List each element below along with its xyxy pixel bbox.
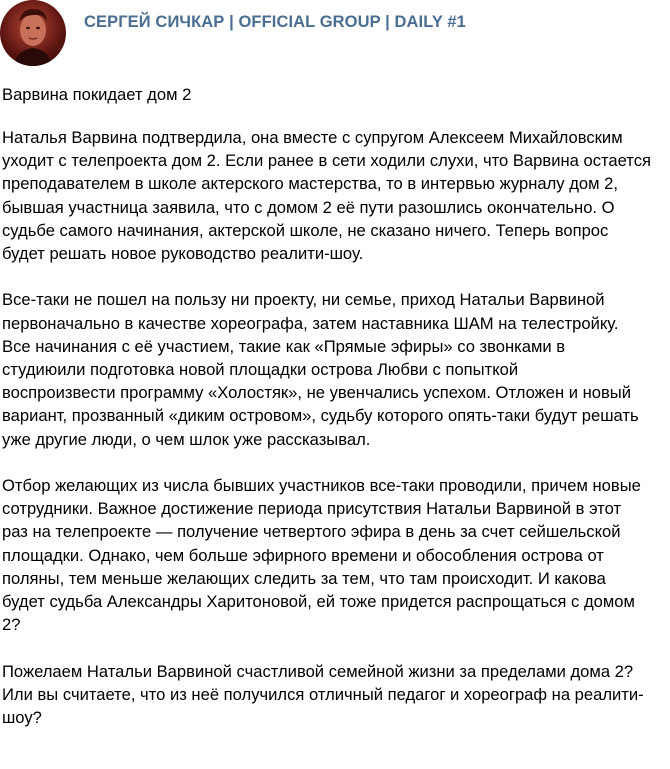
text-line: Отбор желающих из числа бывших участников все-таки проводили, причем новые: [2, 476, 641, 496]
text-line: уходит с телепроекта дом 2. Если ранее в сети ходили слухи, что Варвина остается: [2, 151, 652, 171]
text-line: площадки. Однако, чем больше эфирного времени и обособления острова от: [2, 545, 604, 565]
post-title: Варвина покидает дом 2: [2, 85, 192, 104]
text-line: бывшая участница заявила, что с домом 2 её пути разошлись окончательно. О: [2, 197, 615, 217]
text-line: 2?: [2, 615, 21, 635]
text-line: преподавателем в школе актерского мастерства, то в интервью журналу дом 2,: [2, 174, 618, 194]
text-line: вариант, прозванный «диким островом», судьбу которого опять-таки будут решать: [2, 406, 639, 426]
post-paragraph: [2, 474, 670, 636]
text-line: раз на телепроекте — получение четвертого эфира в день за счет сейшельской: [2, 522, 621, 542]
post-paragraph: [2, 288, 670, 450]
text-line: будет решать новое руководство реалити-шоу.: [2, 244, 364, 264]
text-line: поляны, тем меньше желающих следить за тем, что там происходит. И какова: [2, 568, 606, 588]
post-paragraph: [2, 660, 670, 730]
text-line: Или вы считаете, что из неё получился отличный педагог и хореограф на реалити-: [2, 684, 644, 704]
avatar[interactable]: [0, 0, 66, 66]
text-line: шоу?: [2, 708, 42, 728]
post-header: [0, 0, 670, 70]
text-line: будет судьба Александры Харитоновой, ей тоже придется распрощаться с домом: [2, 592, 635, 612]
text-line: первоначально в качестве хореографа, затем наставника ШАМ на телестройку.: [2, 313, 619, 333]
text-line: воспроизвести программу «Холостяк», не увенчались успехом. Отложен и новый: [2, 383, 631, 403]
text-line: Все-таки не пошел на пользу ни проекту, ни семье, приход Натальи Варвиной: [2, 290, 605, 310]
text-line: студиюили подготовка новой площадки острова Любви с попыткой: [2, 360, 519, 380]
person-photo-icon: [0, 0, 66, 66]
text-line: Наталья Варвина подтвердила, она вместе с супругом Алексеем Михайловским: [2, 128, 623, 147]
post-body: [2, 126, 670, 752]
post-paragraph: [2, 126, 670, 265]
text-line: Все начинания с её участием, такие как «Прямые эфиры» со звонками в: [2, 336, 566, 356]
text-line: уже другие люди, о чем шлок уже рассказывал.: [2, 429, 371, 449]
text-line: судьбе самого начинания, актерской школе, не сказано ничего. Теперь вопрос: [2, 220, 609, 240]
group-name-link[interactable]: СЕРГЕЙ СИЧКАР | OFFICIAL GROUP | DAILY #1: [84, 13, 466, 31]
text-line: Пожелаем Натальи Варвиной счастливой семейной жизни за пределами дома 2?: [2, 661, 634, 681]
text-line: сотрудники. Важное достижение периода присутствия Натальи Варвиной в этот: [2, 499, 622, 519]
